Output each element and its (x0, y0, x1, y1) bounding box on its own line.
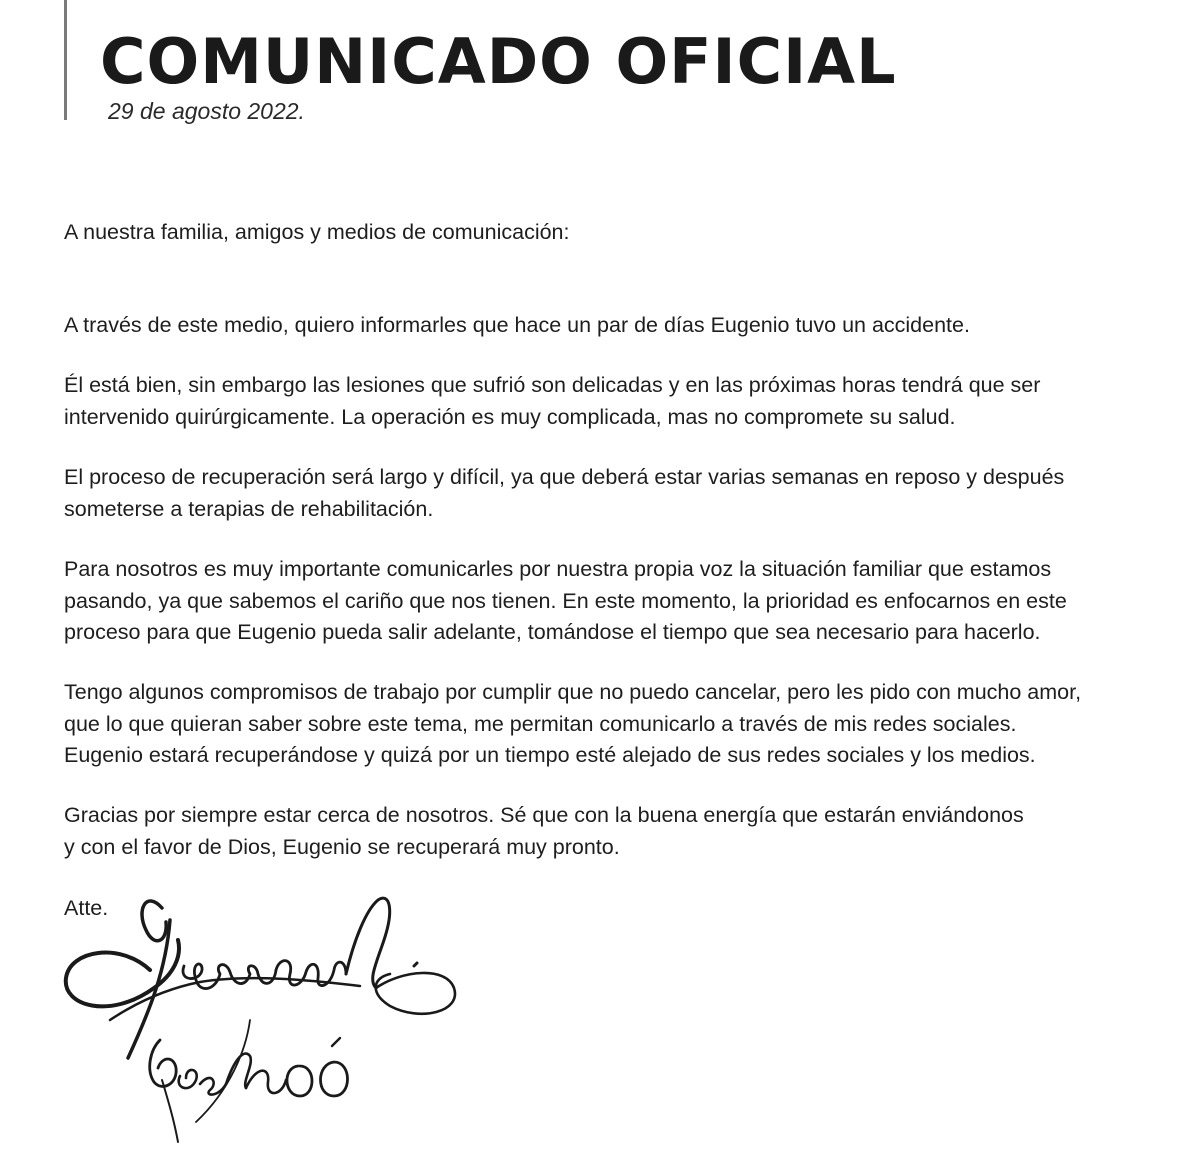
paragraph-line: Para nosotros es muy importante comunicarles por nuestra propia voz la situación familiar que estamos (64, 557, 1052, 581)
signature-stroke (162, 1080, 178, 1142)
paragraph-6 (64, 800, 1174, 863)
signature-stroke (376, 973, 455, 1014)
paragraph-line: proceso para que Eugenio pueda salir adelante, tomándose el tiempo que sea necesario para hacerlo. (64, 620, 1041, 644)
paragraph-line: pasando, ya que sabemos el cariño que nos tienen. En este momento, la prioridad es enfocarnos en este (64, 588, 1067, 613)
salutation: A nuestra familia, amigos y medios de comunicación: (64, 220, 570, 244)
paragraph-line: someterse a terapias de rehabilitación. (64, 496, 434, 521)
paragraph-line: A través de este medio, quiero informarles que hace un par de días Eugenio tuvo un accidente. (64, 313, 970, 337)
signature-stroke (321, 1062, 348, 1096)
signature-stroke (183, 964, 276, 989)
paragraph-line: y con el favor de Dios, Eugenio se recuperará muy pronto. (64, 834, 620, 859)
paragraph-3 (64, 462, 1174, 525)
paragraph-line: Él está bien, sin embargo las lesiones que sufrió son delicadas y en las próximas horas tendrá que ser (64, 373, 1041, 397)
paragraph-1 (64, 310, 1174, 342)
paragraph-4 (64, 554, 1174, 649)
signature-stroke (179, 1070, 197, 1088)
signature-stroke (346, 898, 390, 988)
paragraph-line: Tengo algunos compromisos de trabajo por cumplir que no puedo cancelar, pero les pido con mucho amor, (64, 680, 1082, 704)
header-accent-bar (64, 0, 67, 120)
paragraph-line: intervenido quirúrgicamente. La operación es muy complicada, mas no compromete su salud. (64, 404, 956, 429)
paragraph-2 (64, 370, 1174, 433)
signature-stroke (128, 920, 170, 1058)
paragraph-5 (64, 677, 1174, 772)
document-date: 29 de agosto 2022. (108, 98, 305, 124)
signature-stroke (414, 963, 417, 966)
signature-stroke (150, 1040, 176, 1086)
signature-stroke (196, 1020, 250, 1122)
handwritten-signature (50, 870, 490, 1150)
paragraph-line: El proceso de recuperación será largo y difícil, ya que deberá estar varias semanas en reposo y después (64, 465, 1065, 489)
signature-stroke (142, 901, 166, 941)
signature-stroke (332, 1038, 340, 1046)
closing: Atte. (64, 896, 109, 920)
paragraph-line: Gracias por siempre estar cerca de nosotros. Sé que con la buena energía que estarán enviándonos (64, 803, 1024, 827)
paragraph-line: Eugenio estará recuperándose y quizá por un tiempo esté alejado de sus redes sociales y los medios. (64, 743, 1036, 767)
page-title: COMUNICADO OFICIAL (100, 25, 897, 98)
signature-stroke (287, 1066, 312, 1096)
signature-stroke (246, 1071, 286, 1093)
signature-stroke (226, 1054, 251, 1088)
paragraph-line: que lo que quieran saber sobre este tema, me permitan comunicarlo a través de mis redes sociales. (64, 711, 1017, 736)
